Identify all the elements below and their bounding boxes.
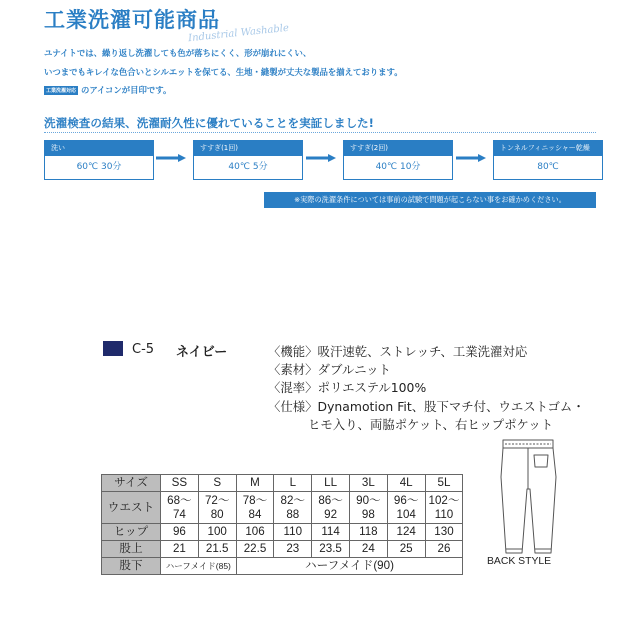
rise-cell: 21.5 xyxy=(198,541,236,558)
waist-cell xyxy=(161,492,199,524)
size-header-cell: 3L xyxy=(349,475,387,492)
rise-cell: 23.5 xyxy=(312,541,350,558)
row-label: 股上 xyxy=(102,541,161,558)
step-value: 40℃ 10分 xyxy=(375,162,421,172)
hip-cell: 118 xyxy=(349,524,387,541)
title-script-text: Industrial Washable xyxy=(187,22,290,45)
process-step-wash xyxy=(44,140,154,180)
waist-min: 90〜 xyxy=(356,493,381,507)
intro-line-3-text: のアイコンが目印です。 xyxy=(81,85,172,95)
waist-cell xyxy=(349,492,387,524)
arrow-right-icon xyxy=(456,154,486,162)
arrow-right-icon xyxy=(156,154,186,162)
waist-cell xyxy=(387,492,425,524)
waist-max: 98 xyxy=(361,507,375,521)
test-heading: 洗濯検査の結果、洗濯耐久性に優れていることを実証しました! xyxy=(44,116,374,130)
step-value: 40℃ 5分 xyxy=(228,162,268,172)
step-value: 60℃ 30分 xyxy=(76,162,122,172)
waist-max: 92 xyxy=(324,507,338,521)
back-style-label: BACK STYLE xyxy=(487,556,552,567)
hip-cell: 106 xyxy=(236,524,274,541)
rise-cell: 25 xyxy=(387,541,425,558)
size-header-cell: LL xyxy=(312,475,350,492)
size-header-cell: S xyxy=(198,475,236,492)
rise-cell: 21 xyxy=(161,541,199,558)
waist-min: 82〜 xyxy=(280,493,306,507)
process-step-rinse-2 xyxy=(343,140,453,180)
hip-cell: 114 xyxy=(312,524,350,541)
inseam-cell: ハーフメイド(85) xyxy=(161,558,237,575)
spec-details-continued: ヒモ入り、両脇ポケット、右ヒップポケット xyxy=(308,417,554,432)
size-table xyxy=(101,474,463,575)
rise-cell: 24 xyxy=(349,541,387,558)
size-header-cell: 5L xyxy=(425,475,463,492)
size-header-cell: 4L xyxy=(387,475,425,492)
waist-max: 80 xyxy=(210,507,224,521)
color-name: ネイビー xyxy=(176,345,228,360)
step-label: 洗い xyxy=(45,141,153,156)
waist-min: 68〜 xyxy=(167,493,192,507)
waist-min: 78〜 xyxy=(242,493,268,507)
hip-cell: 96 xyxy=(161,524,199,541)
pants-back-illustration xyxy=(496,437,560,554)
step-label: すすぎ(2回) xyxy=(344,141,452,156)
inseam-cell: ハーフメイド(90) xyxy=(236,558,463,575)
heading-divider xyxy=(44,132,596,133)
intro-line-3 xyxy=(44,84,171,96)
waist-cell xyxy=(312,492,350,524)
intro-line-2: いつまでもキレイな色合いとシルエットを保てる、生地・縫製が丈夫な製品を揃えております。 xyxy=(44,67,403,77)
table-row xyxy=(102,558,463,575)
waist-min: 86〜 xyxy=(318,493,343,507)
hip-cell: 110 xyxy=(274,524,312,541)
page-title: 工業洗濯可能商品 xyxy=(44,8,220,32)
process-step-rinse-1 xyxy=(193,140,303,180)
waist-max: 84 xyxy=(248,507,262,521)
waist-cell xyxy=(274,492,312,524)
step-value: 80℃ xyxy=(537,162,559,172)
size-header-cell: SS xyxy=(161,475,199,492)
hip-cell: 130 xyxy=(425,524,463,541)
table-header-cell: サイズ xyxy=(102,475,161,492)
waist-min: 96〜 xyxy=(393,493,419,507)
rise-cell: 22.5 xyxy=(236,541,274,558)
table-row xyxy=(102,524,463,541)
spec-function: 〈機能〉吸汗速乾、ストレッチ、工業洗濯対応 xyxy=(268,344,528,359)
color-code: C-5 xyxy=(132,342,155,357)
hip-cell: 100 xyxy=(198,524,236,541)
arrow-right-icon xyxy=(306,154,336,162)
waist-cell xyxy=(425,492,463,524)
step-label: トンネルフィニッシャー乾燥 xyxy=(494,141,602,156)
size-header-cell: L xyxy=(274,475,312,492)
table-row xyxy=(102,492,463,524)
waist-min: 102〜 xyxy=(428,493,460,507)
table-row xyxy=(102,475,463,492)
row-label: ウエスト xyxy=(102,492,161,524)
waist-max: 88 xyxy=(286,507,300,521)
table-row xyxy=(102,541,463,558)
spec-details: 〈仕様〉Dynamotion Fit、股下マチ付、ウエストゴム・ xyxy=(268,399,585,414)
rise-cell: 26 xyxy=(425,541,463,558)
waist-cell xyxy=(198,492,236,524)
waist-max: 110 xyxy=(434,507,454,521)
color-swatch xyxy=(103,341,123,356)
waist-max: 74 xyxy=(172,507,186,521)
industrial-wash-badge: 工業洗濯対応 xyxy=(46,88,77,94)
intro-line-1: ユナイトでは、繰り返し洗濯しても色が落ちにくく、形が崩れにくい、 xyxy=(44,48,312,58)
spec-material: 〈素材〉ダブルニット xyxy=(268,362,391,377)
spec-composition: 〈混率〉ポリエステル100% xyxy=(268,380,427,395)
rise-cell: 23 xyxy=(274,541,312,558)
waist-cell xyxy=(236,492,274,524)
step-label: すすぎ(1回) xyxy=(194,141,302,156)
row-label: ヒップ xyxy=(102,524,161,541)
process-step-dry xyxy=(493,140,603,180)
size-header-cell: M xyxy=(236,475,274,492)
wash-condition-note: ※実際の洗濯条件については事前の試験で問題が起こらない事をお確かめください。 xyxy=(264,192,596,208)
waist-max: 104 xyxy=(396,507,416,521)
hip-cell: 124 xyxy=(387,524,425,541)
waist-min: 72〜 xyxy=(204,493,230,507)
row-label: 股下 xyxy=(102,558,161,575)
